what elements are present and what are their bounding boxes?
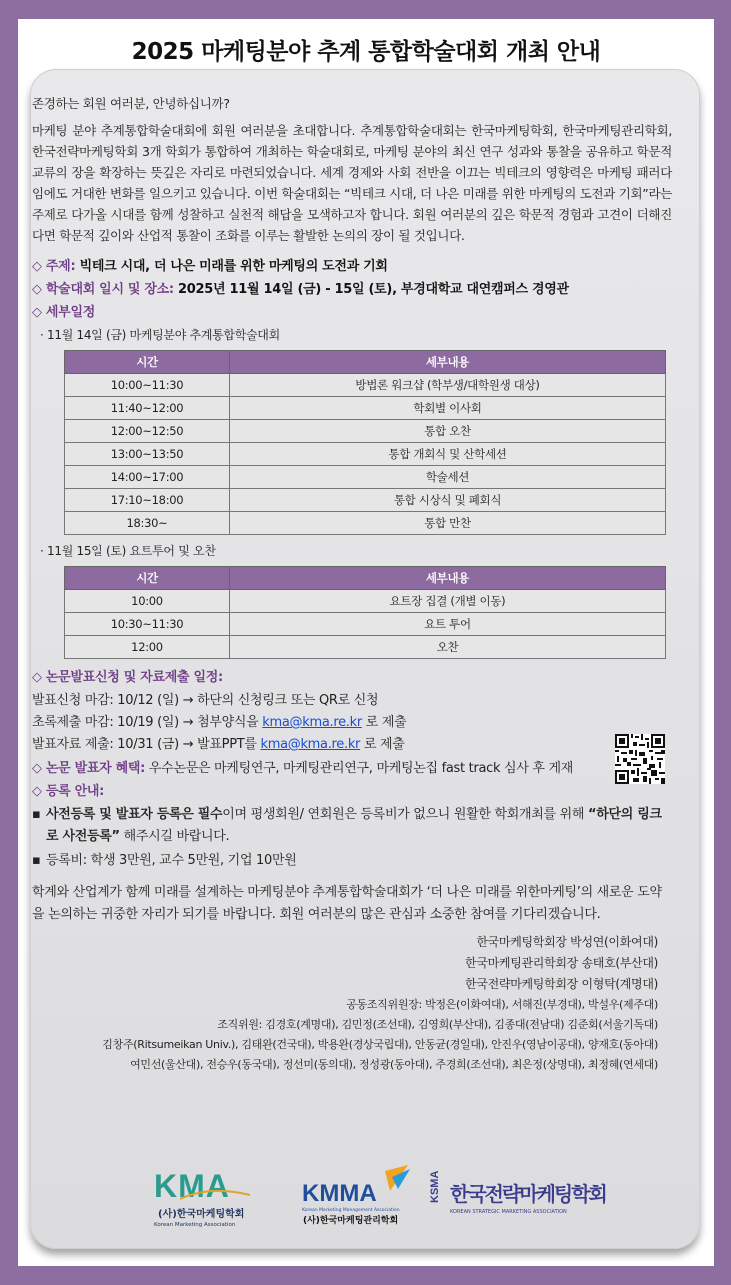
day2-caption: · 11월 15일 (토) 요트투어 및 오찬 [40, 544, 216, 558]
email-link[interactable]: kma@kma.re.kr [262, 715, 362, 730]
time-cell: 12:00 [65, 636, 230, 659]
table-row [65, 590, 666, 613]
table-row [65, 420, 666, 443]
day2-schedule-table [64, 566, 666, 659]
kmma-en-name: Korean Marketing Management Association [302, 1208, 400, 1213]
theme-value: 빅테크 시대, 더 나은 미래를 위한 마케팅의 도전과 기회 [75, 259, 388, 274]
signature-line: 한국마케팅학회장 박성연(이화여대) [476, 935, 658, 949]
detail-cell: 요트장 집결 (개별 이동) [230, 590, 666, 613]
closing-paragraph: 학계와 산업계가 함께 미래를 설계하는 마케팅분야 추계통합학술대회가 ‘더 나은 미래를 위한마케팅’의 새로운 도약을 논의하는 귀중한 자리가 되기를 바랍니다. 회원 여러분의 많은 관심과 소중한 참여를 기다리겠습니다. [32, 885, 662, 922]
bullet-icon: ▪ [32, 807, 41, 822]
detail-cell: 오찬 [230, 636, 666, 659]
registration-text: 해주시길 바랍니다. [119, 829, 230, 844]
ksma-kr-name: 한국전략마케팅학회 [450, 1182, 606, 1206]
detail-cell: 학회별 이사회 [230, 397, 666, 420]
registration-bullet-1 [32, 804, 672, 848]
kma-logo [154, 1168, 250, 1228]
registration-heading [32, 781, 672, 802]
submission-text: 로 제출 [360, 737, 405, 752]
qr-code-icon [615, 734, 665, 784]
notice-body [32, 93, 672, 1075]
detail-cell: 통합 오찬 [230, 420, 666, 443]
table-row [65, 443, 666, 466]
time-cell: 17:10~18:00 [65, 489, 230, 512]
table-row [65, 613, 666, 636]
ksma-logo [429, 1171, 606, 1215]
time-cell: 10:30~11:30 [65, 613, 230, 636]
submission-text: 로 제출 [361, 715, 407, 730]
kmma-logo [302, 1165, 410, 1226]
detail-cell: 방법론 워크샵 (학부생/대학원생 대상) [230, 374, 666, 397]
registration-label: ◇ 등록 안내: [32, 784, 105, 799]
signature-line: 한국마케팅관리학회장 송태호(부산대) [465, 956, 658, 970]
submission-text: 발표신청 마감: 10/12 (일) → 하단의 신청링크 또는 QR로 신청 [32, 693, 379, 708]
submission-line-3 [32, 734, 672, 756]
greeting: 존경하는 회원 여러분, 안녕하십니까? [32, 96, 230, 111]
submission-label: ◇ 논문발표신청 및 자료제출 일정: [32, 670, 223, 685]
signature-line: 한국전략마케팅학회장 이형탁(계명대) [465, 977, 658, 991]
datetime-line [32, 279, 672, 300]
benefit-line [32, 758, 672, 779]
association-logos [150, 1165, 606, 1235]
table-row [65, 466, 666, 489]
registration-emphasis: 사전등록 및 발표자 등록은 필수 [46, 807, 223, 822]
benefit-label: ◇ 논문 발표자 혜택: [32, 761, 146, 776]
time-cell: 10:00 [65, 590, 230, 613]
day1-caption: · 11월 14일 (금) 마케팅분야 추계통합학술대회 [40, 328, 280, 342]
kmma-mark: KMMA [302, 1180, 377, 1207]
email-link[interactable]: kma@kma.re.kr [260, 737, 361, 752]
benefit-value: 우수논문은 마케팅연구, 마케팅관리연구, 마케팅논집 fast track 심사 후 게재 [145, 761, 574, 776]
time-cell: 18:30~ [65, 512, 230, 535]
day1-header-time: 시간 [65, 351, 230, 374]
day1-schedule-table [64, 350, 666, 535]
detail-cell: 통합 시상식 및 폐회식 [230, 489, 666, 512]
kma-mark: KMA [154, 1168, 230, 1204]
registration-bullet-2 [32, 850, 672, 872]
kmma-kr-name: (사)한국마케팅관리학회 [303, 1216, 399, 1226]
submission-line-1 [32, 690, 672, 712]
logo-strip [150, 1165, 606, 1235]
page-title: 2025 마케팅분야 추계 통합학술대회 개최 안내 [131, 39, 601, 65]
committee-line: 김창주(Ritsumeikan Univ.), 김태완(건국대), 박용완(경상국립대), 안동균(경일대), 안진우(영남이공대), 양재호(동아대) [102, 1038, 658, 1051]
bullet-icon: ▪ [32, 853, 41, 868]
time-cell: 11:40~12:00 [65, 397, 230, 420]
time-cell: 12:00~12:50 [65, 420, 230, 443]
submission-text: 초록제출 마감: 10/19 (일) → 첨부양식을 [32, 715, 263, 730]
kma-en-name: Korean Marketing Association [154, 1222, 236, 1228]
registration-fee: 등록비: 학생 3만원, 교수 5만원, 기업 10만원 [46, 853, 297, 868]
ksma-en-name: KOREAN STRATEGIC MARKETING ASSOCIATION [450, 1209, 567, 1215]
submission-text: 발표자료 제출: 10/31 (금) → 발표PPT를 [32, 737, 261, 752]
submission-line-2 [32, 712, 672, 734]
schedule-heading-label: ◇ 세부일정 [32, 305, 95, 320]
time-cell: 14:00~17:00 [65, 466, 230, 489]
schedule-heading [32, 302, 672, 323]
day2-header-detail: 세부내용 [230, 567, 666, 590]
submission-heading [32, 667, 672, 688]
registration-emphasis: “하단의 링크로 사전등록” [46, 807, 662, 844]
committee-line: 조직위원: 김경호(계명대), 김민정(조선대), 김영희(부산대), 김종대(전남대) 김준회(서울기독대) [217, 1018, 658, 1031]
time-cell: 10:00~11:30 [65, 374, 230, 397]
detail-cell: 통합 개회식 및 산학세션 [230, 443, 666, 466]
detail-cell: 학술세션 [230, 466, 666, 489]
detail-cell: 요트 투어 [230, 613, 666, 636]
table-row [65, 512, 666, 535]
registration-qr-code[interactable] [615, 734, 665, 784]
ksma-mark: KSMA [429, 1170, 441, 1203]
time-cell: 13:00~13:50 [65, 443, 230, 466]
registration-text: 이며 평생회원/ 연회원은 등록비가 없으니 원활한 학회개최를 위해 [222, 807, 588, 822]
day2-header-time: 시간 [65, 567, 230, 590]
day1-header-detail: 세부내용 [230, 351, 666, 374]
table-row [65, 374, 666, 397]
kma-kr-name: (사)한국마케팅학회 [158, 1209, 245, 1220]
committee-line: 공동조직위원장: 박정은(이화여대), 서해진(부경대), 박설우(제주대) [346, 998, 658, 1011]
detail-cell: 통합 만찬 [230, 512, 666, 535]
datetime-value: 2025년 11월 14일 (금) - 15일 (토), 부경대학교 대연캠퍼스 경영관 [173, 282, 569, 297]
table-row [65, 636, 666, 659]
table-row [65, 489, 666, 512]
committee-line: 여민선(울산대), 전승우(동국대), 정선미(동의대), 정성광(동아대), 주경희(조선대), 최은정(상명대), 최정혜(연세대) [130, 1058, 658, 1071]
datetime-label: ◇ 학술대회 일시 및 장소: [32, 282, 174, 297]
table-row [65, 397, 666, 420]
theme-label: ◇ 주제: [32, 259, 76, 274]
intro-paragraph: 마케팅 분야 추계통합학술대회에 회원 여러분을 초대합니다. 추계통합학술대회는 한국마케팅학회, 한국마케팅관리학회, 한국전략마케팅학회 3개 학회가 통합하여 개최하는 학술대회로, 마케팅 분야의 최신 연구 성과와 통찰을 공유하고 학문적 교류의 장을 확장하는 뜻깊은 자리로 마련되었습니다. 세계 경제와 사회 전반을 이끄는 빅테크의 영향력은 마케팅 패러다임에도 거대한 변화를 일으키고 있습니다. 이번 학술대회는 “빅테크 시대, 더 나은 미래를 위한 마케팅의 도전과 기회”라는 주제로 다가올 시대를 함께 성찰하고 실천적 해답을 모색하고자 합니다. 회원 여러분의 깊은 학문적 경험과 고견이 더해진다면 학문적 깊이와 산업적 통찰이 조화를 이루는 활발한 논의의 장이 될 것입니다. [32, 123, 673, 243]
signature-block [32, 932, 672, 1075]
theme-line [32, 256, 672, 277]
